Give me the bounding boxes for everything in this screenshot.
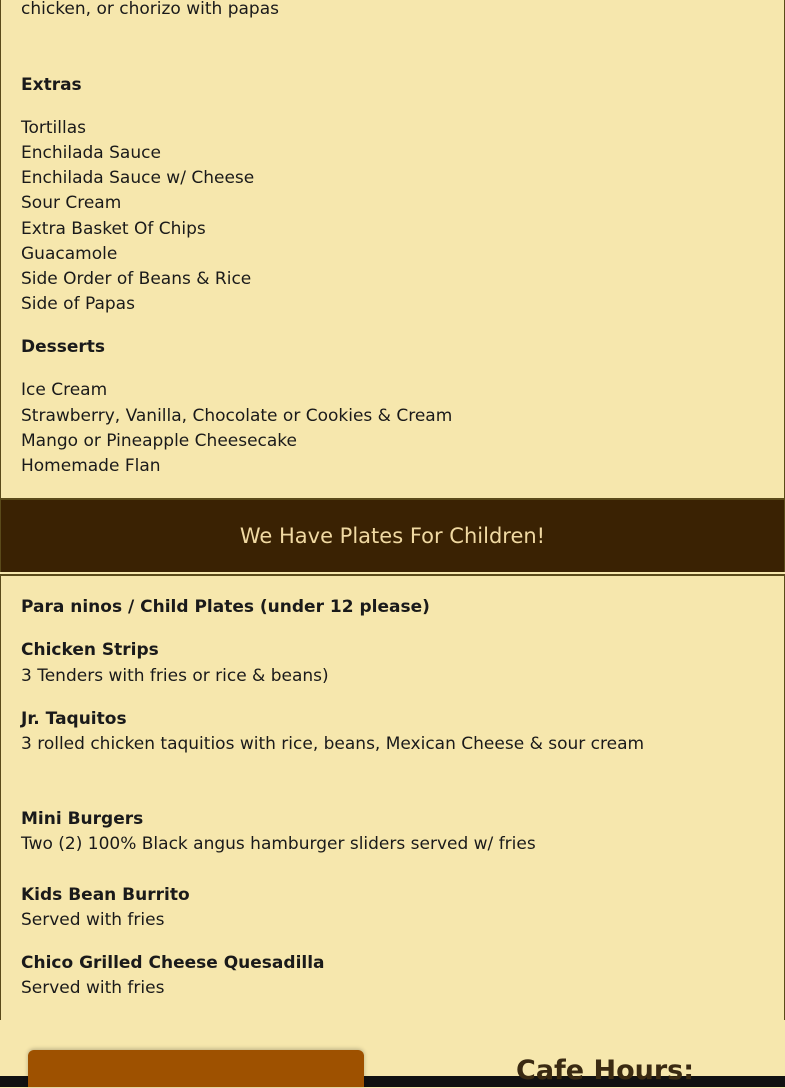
menu-item-desc: 3 Tenders with fries or rice & beans) [21,666,329,686]
extras-item: Side of Papas [21,294,135,314]
desserts-item: Homemade Flan [21,456,161,476]
extras-item: Sour Cream [21,193,122,213]
desserts-heading: Desserts [21,337,106,357]
menu-panel-extras-desserts [0,0,785,500]
extras-item: Side Order of Beans & Rice [21,269,252,289]
children-plates-banner [0,500,785,572]
menu-item-desc-cutoff: chicken, or chorizo with papas [21,0,279,19]
menu-item-desc: Served with fries [21,978,165,998]
extras-item: Guacamole [21,244,118,264]
menu-item-name: Chico Grilled Cheese Quesadilla [21,953,325,973]
menu-item-desc: Served with fries [21,910,165,930]
menu-panel-children [0,574,785,1022]
desserts-item: Mango or Pineapple Cheesecake [21,431,298,451]
extras-item: Enchilada Sauce [21,143,161,163]
menu-item-desc: 3 rolled chicken taquitios with rice, beans, Mexican Cheese & sour cream [21,734,645,754]
desserts-item: Strawberry, Vanilla, Chocolate or Cookies & Cream [21,406,453,426]
extras-heading: Extras [21,75,82,95]
menu-item-name: Kids Bean Burrito [21,885,190,905]
extras-item: Extra Basket Of Chips [21,219,206,239]
desserts-item: Ice Cream [21,380,108,400]
banner-text: We Have Plates For Children! [239,524,546,548]
extras-item: Tortillas [21,118,86,138]
menu-item-name: Mini Burgers [21,809,144,829]
menu-item-name: Jr. Taquitos [21,709,127,729]
extras-item: Enchilada Sauce w/ Cheese [21,168,255,188]
menu-item-desc: Two (2) 100% Black angus hamburger sliders served w/ fries [21,834,536,854]
children-menu-heading: Para ninos / Child Plates (under 12 please) [21,597,430,617]
cafe-hours-heading: Cafe Hours: [516,1055,695,1086]
menu-item-name: Chicken Strips [21,640,159,660]
footer-card [28,1050,364,1087]
